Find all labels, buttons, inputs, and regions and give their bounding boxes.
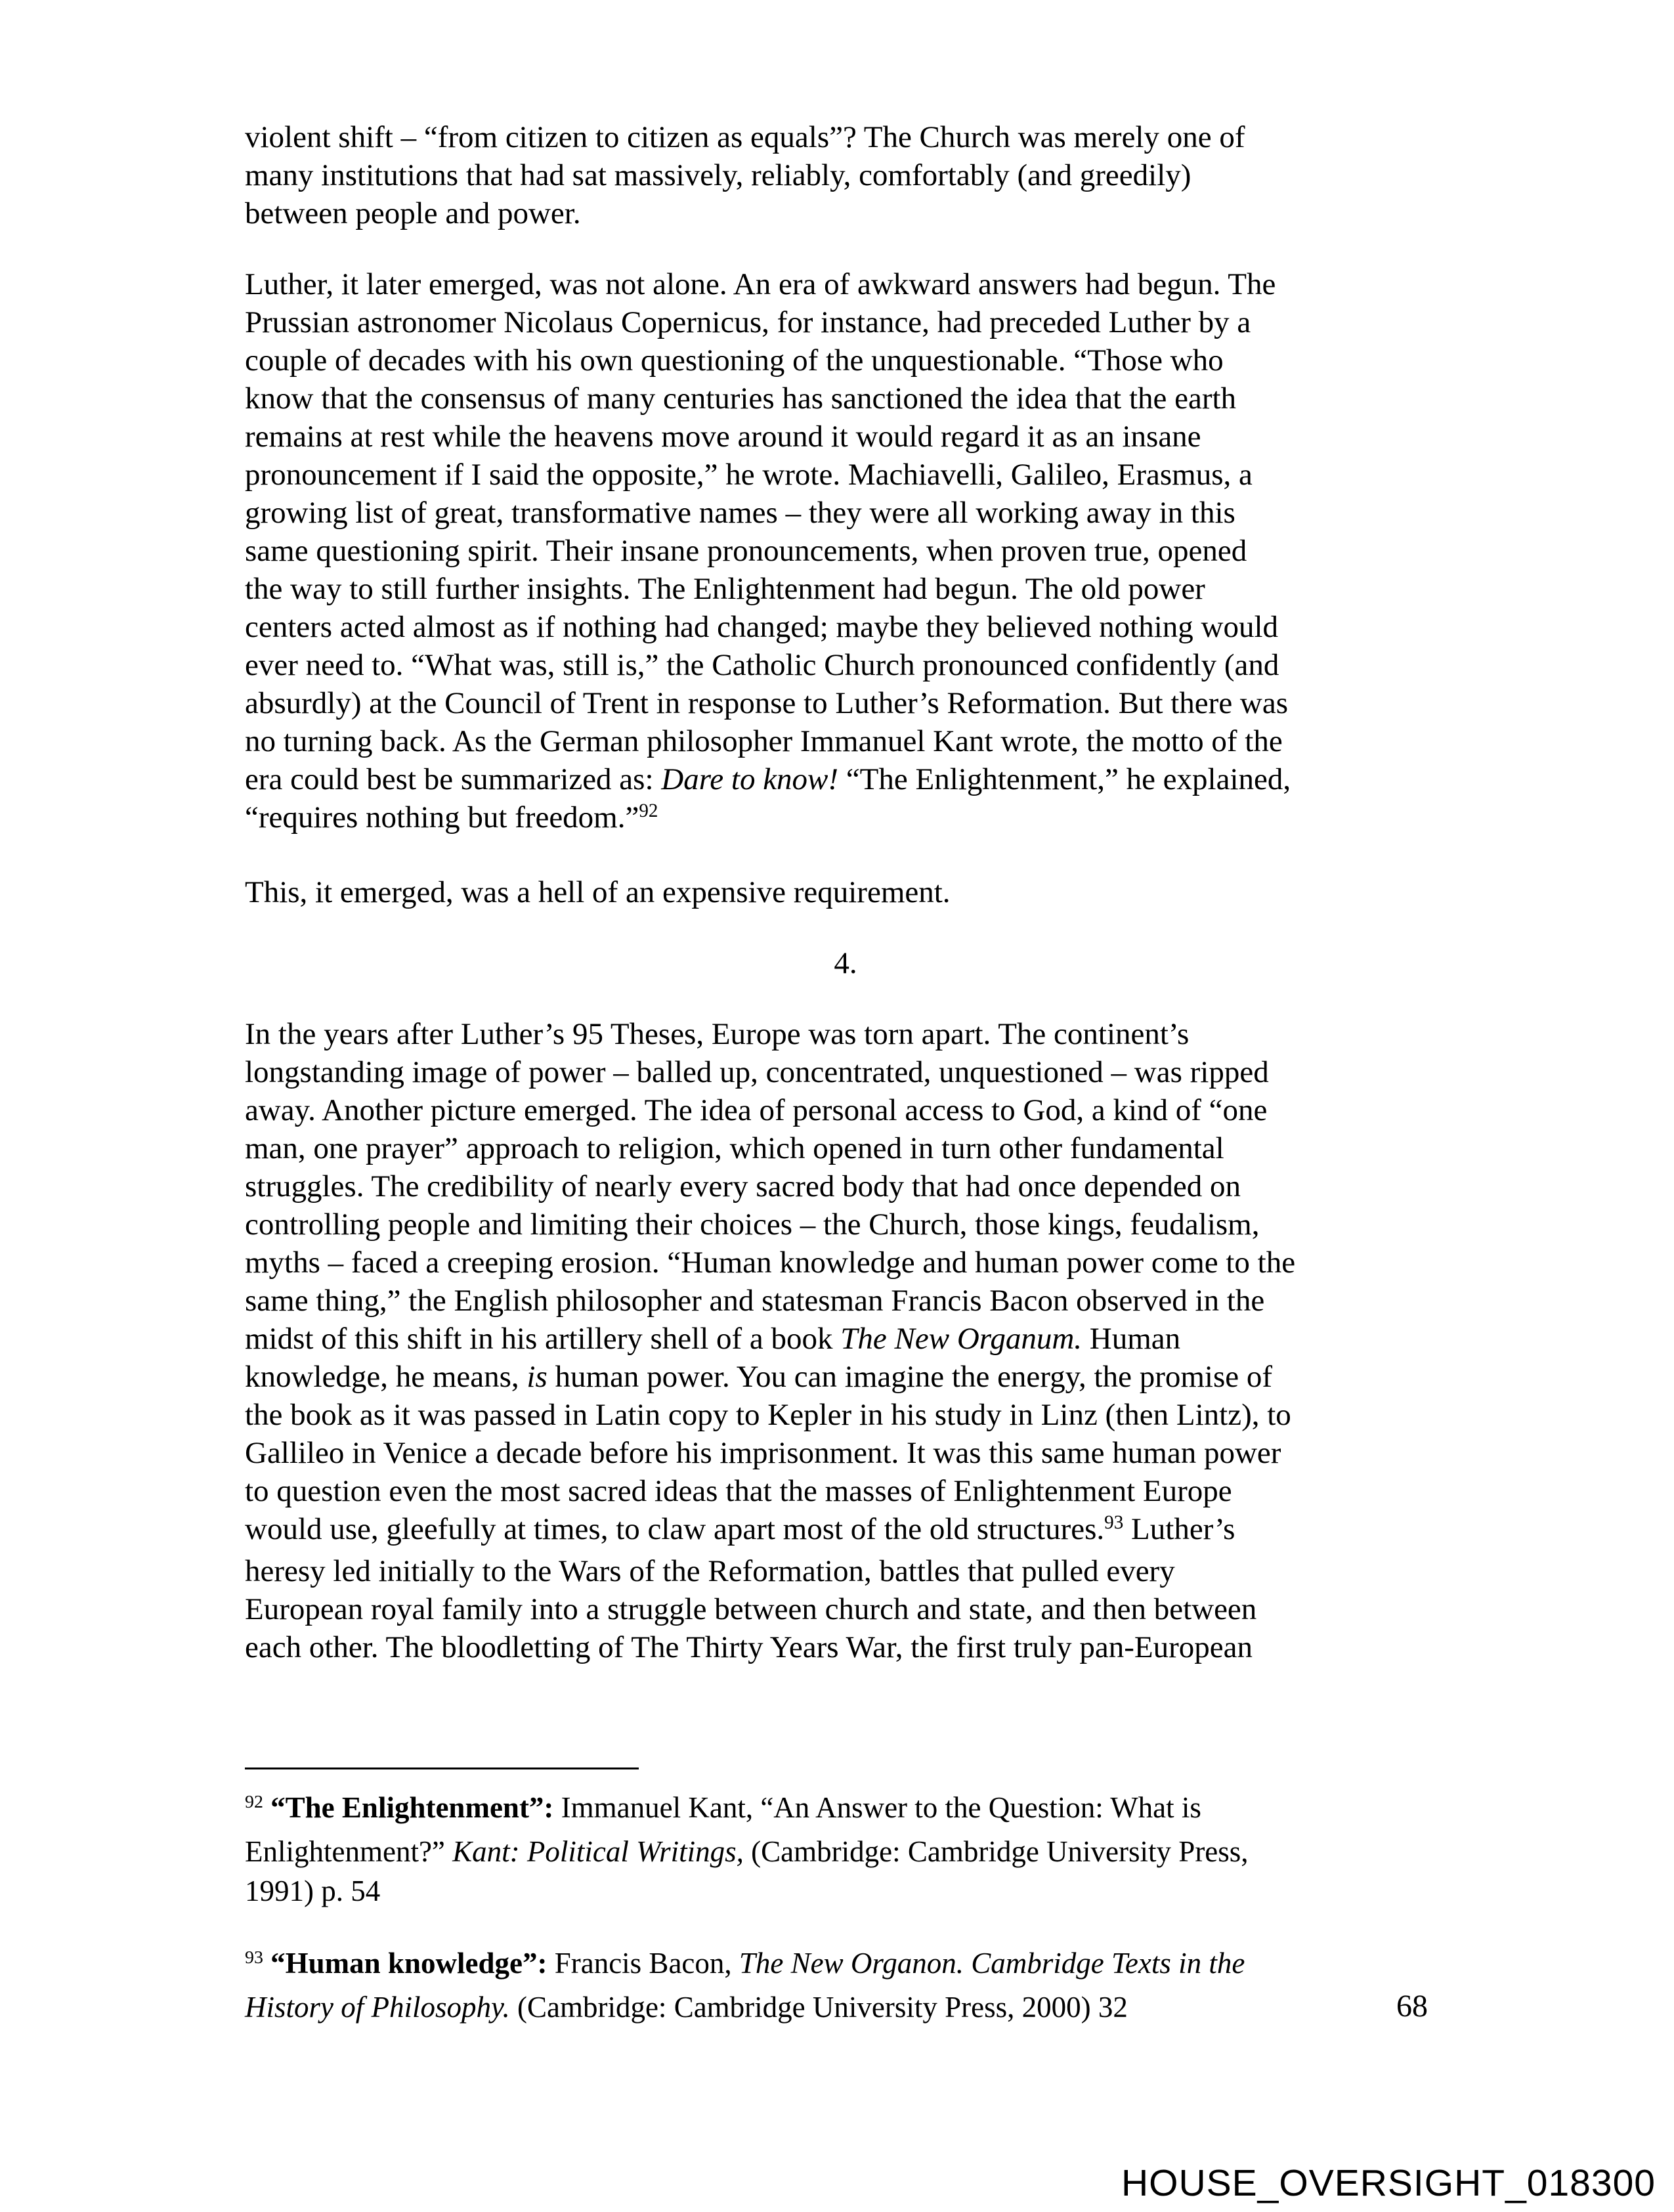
text-line [245, 303, 1446, 341]
paragraph-after-95-theses [245, 1015, 1446, 1666]
text-segment-regular: would use, gleefully at times, to claw apart most of the old structures. [245, 1512, 1105, 1546]
text-segment-regular: heresy led initially to the Wars of the Reformation, battles that pulled every [245, 1554, 1175, 1588]
text-line [245, 1129, 1446, 1167]
text-segment-regular: violent shift – “from citizen to citizen as equals”? The Church was merely one of [245, 120, 1245, 154]
text-segment-regular: (Cambridge: Cambridge University Press, 2000) 32 [509, 1991, 1128, 2024]
text-line [245, 646, 1446, 684]
text-segment-italic: is [526, 1360, 547, 1394]
text-line [245, 265, 1446, 303]
text-segment-regular: pronouncement if I said the opposite,” he wrote. Machiavelli, Galileo, Erasmus, a [245, 458, 1253, 492]
text-line [245, 118, 1446, 156]
text-line [245, 494, 1446, 532]
text-line [245, 456, 1446, 494]
text-segment-regular: human power. You can imagine the energy, the promise of [547, 1360, 1273, 1394]
text-line [245, 1434, 1446, 1472]
text-segment-italic: The New Organum. [840, 1322, 1083, 1356]
footnote-92 [245, 1788, 1446, 1911]
text-line [245, 1053, 1446, 1091]
text-segment-regular: “The Enlightenment,” he explained, [838, 762, 1291, 796]
text-segment-regular: growing list of great, transformative names – they were all working away in this [245, 496, 1235, 530]
text-line [245, 1282, 1446, 1320]
text-segment-regular [263, 1947, 270, 1980]
text-line [245, 608, 1446, 646]
text-line [245, 798, 1446, 840]
text-line [245, 1205, 1446, 1244]
paragraph-expensive-requirement [245, 873, 1446, 911]
section-number [245, 944, 1446, 982]
text-line [245, 1943, 1446, 1987]
text-line [245, 1396, 1446, 1434]
text-segment-regular: (Cambridge: Cambridge University Press, [743, 1835, 1249, 1868]
text-segment-regular: centers acted almost as if nothing had changed; maybe they believed nothing would [245, 610, 1279, 644]
text-segment-regular: each other. The bloodletting of The Thirty Years War, the first truly pan-European [245, 1630, 1253, 1664]
text-line [245, 1832, 1446, 1871]
text-segment-regular: same questioning spirit. Their insane pronouncements, when proven true, opened [245, 534, 1247, 568]
text-segment-regular: Francis Bacon, [547, 1947, 739, 1980]
text-segment-regular: Luther, it later emerged, was not alone. An era of awkward answers had begun. The [245, 267, 1276, 301]
text-segment-regular: know that the consensus of many centuries has sanctioned the idea that the earth [245, 381, 1237, 416]
text-line [245, 1472, 1446, 1510]
text-line [245, 1788, 1446, 1832]
text-line [245, 380, 1446, 418]
text-segment-italic: The New Organon. Cambridge Texts in the [739, 1947, 1245, 1980]
page-number: 68 [1396, 1989, 1428, 2024]
text-line [245, 570, 1446, 608]
text-line [245, 418, 1446, 456]
bates-stamp-watermark: HOUSE_OVERSIGHT_018300 [1121, 2162, 1656, 2204]
text-line [245, 1015, 1446, 1053]
text-segment-regular: longstanding image of power – balled up, concentrated, unquestioned – was ripped [245, 1055, 1269, 1089]
text-line [245, 341, 1446, 380]
paragraph-church-continuation [245, 118, 1446, 232]
text-segment-regular: Prussian astronomer Nicolaus Copernicus, for instance, had preceded Luther by a [245, 305, 1251, 339]
text-line [245, 194, 1446, 232]
text-segment-regular: absurdly) at the Council of Trent in response to Luther’s Reformation. But there was [245, 686, 1289, 720]
text-line [245, 1244, 1446, 1282]
text-segment-regular: Gallileo in Venice a decade before his imprisonment. It was this same human power [245, 1436, 1281, 1470]
text-segment-regular: remains at rest while the heavens move around it would regard it as an insane [245, 420, 1201, 454]
text-segment-superscript: 93 [1104, 1511, 1124, 1533]
text-segment-regular: Enlightenment?” [245, 1835, 453, 1868]
text-segment-regular: the way to still further insights. The Enlightenment had begun. The old power [245, 572, 1205, 606]
text-segment-italic: History of Philosophy. [245, 1991, 510, 2024]
text-line [245, 156, 1446, 194]
text-line [245, 1510, 1446, 1552]
text-line [245, 1358, 1446, 1396]
text-segment-superscript: 93 [245, 1947, 263, 1968]
text-segment-regular: between people and power. [245, 196, 581, 230]
text-segment-regular: no turning back. As the German philosopher Immanuel Kant wrote, the motto of the [245, 724, 1283, 758]
text-line [245, 1552, 1446, 1590]
text-segment-regular: many institutions that had sat massively, reliably, comfortably (and greedily) [245, 158, 1191, 192]
text-line [245, 944, 1446, 982]
footnote-separator-rule [245, 1767, 639, 1769]
text-segment-regular: struggles. The credibility of nearly every sacred body that had once depended on [245, 1169, 1241, 1204]
text-segment-regular: midst of this shift in his artillery shell of a book [245, 1322, 841, 1356]
text-segment-italic: Kant: Political Writings, [452, 1835, 744, 1868]
text-segment-regular: couple of decades with his own questioning of the unquestionable. “Those who [245, 343, 1224, 378]
text-segment-bold: “Human knowledge”: [270, 1947, 547, 1980]
text-segment-regular: 4. [834, 946, 857, 980]
text-line [245, 532, 1446, 570]
text-line [245, 1590, 1446, 1628]
text-segment-regular: Immanuel Kant, “An Answer to the Question: What is [553, 1791, 1201, 1824]
paragraph-luther-not-alone [245, 265, 1446, 840]
text-segment-regular: This, it emerged, was a hell of an expensive requirement. [245, 875, 951, 909]
text-segment-regular: away. Another picture emerged. The idea of personal access to God, a kind of “one [245, 1093, 1268, 1127]
text-line [245, 1871, 1446, 1911]
text-segment-regular: “requires nothing but freedom.” [245, 800, 639, 835]
text-segment-regular: knowledge, he means, [245, 1360, 527, 1394]
text-segment-regular: controlling people and limiting their choices – the Church, those kings, feudalism, [245, 1207, 1260, 1242]
text-line [245, 760, 1446, 798]
text-segment-regular: to question even the most sacred ideas that the masses of Enlightenment Europe [245, 1474, 1232, 1508]
text-segment-regular: man, one prayer” approach to religion, which opened in turn other fundamental [245, 1131, 1224, 1165]
text-segment-superscript: 92 [639, 800, 658, 821]
text-segment-superscript: 92 [245, 1791, 263, 1812]
text-segment-regular: myths – faced a creeping erosion. “Human knowledge and human power come to the [245, 1246, 1296, 1280]
text-line [245, 1091, 1446, 1129]
text-segment-regular: 1991) p. 54 [245, 1875, 381, 1907]
text-segment-regular: the book as it was passed in Latin copy to Kepler in his study in Linz (then Lintz), to [245, 1398, 1291, 1432]
text-segment-regular: ever need to. “What was, still is,” the Catholic Church pronounced confidently (and [245, 648, 1279, 682]
text-segment-italic: Dare to know! [661, 762, 839, 796]
text-segment-regular [263, 1791, 270, 1824]
text-line [245, 1320, 1446, 1358]
text-segment-regular: same thing,” the English philosopher and statesman Francis Bacon observed in the [245, 1284, 1265, 1318]
text-segment-regular: European royal family into a struggle between church and state, and then between [245, 1592, 1257, 1626]
text-line [245, 684, 1446, 722]
text-segment-regular: era could best be summarized as: [245, 762, 662, 796]
body-text-block [245, 118, 1446, 1699]
text-segment-regular: Luther’s [1123, 1512, 1235, 1546]
text-line [245, 722, 1446, 760]
text-segment-regular: Human [1082, 1322, 1181, 1356]
text-line [245, 873, 1446, 911]
text-segment-bold: “The Enlightenment”: [270, 1791, 554, 1824]
text-line [245, 1628, 1446, 1666]
text-segment-regular: In the years after Luther’s 95 Theses, Europe was torn apart. The continent’s [245, 1017, 1190, 1051]
text-line [245, 1167, 1446, 1205]
